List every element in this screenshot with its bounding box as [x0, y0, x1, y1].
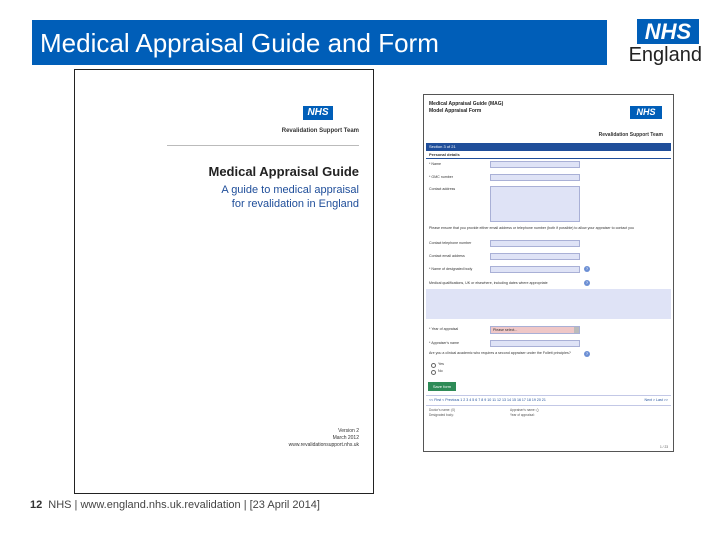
form-nav-divider: [426, 405, 671, 406]
form-bottom-left: [429, 408, 455, 417]
form-label-year: * Year of appraisal: [429, 327, 459, 331]
form-bottom-mid: [510, 408, 539, 417]
form-section-bar: Section 3 of 21: [426, 143, 671, 151]
form-next-last-links[interactable]: Next > Last >>: [644, 398, 668, 402]
guide-footer: [289, 428, 359, 449]
form-label-name: * Name: [429, 162, 441, 166]
form-appraiser-input[interactable]: [490, 340, 580, 347]
guide-version: Version 2: [338, 428, 359, 434]
form-gmc-input[interactable]: [490, 174, 580, 181]
form-title-line2: Model Appraisal Form: [429, 108, 482, 114]
form-year-select-value: Please select...: [493, 328, 518, 332]
form-doctor-name-label: Doctor's name: (0): [429, 408, 456, 412]
help-icon[interactable]: ?: [585, 351, 589, 356]
slide-page-number: 12: [30, 499, 43, 511]
guide-team-name: Revalidation Support Team: [281, 128, 359, 134]
form-year-select[interactable]: [490, 326, 580, 334]
form-label-email: Contact email address: [429, 254, 465, 258]
nhs-logo-mark: NHS: [637, 19, 699, 44]
form-appraiser-name-label: Appraiser's name: (): [510, 408, 539, 412]
guide-title: Medical Appraisal Guide: [208, 164, 359, 179]
form-contact-notice: Please ensure that you provide either email address or telephone number (both if possible) to allow your appraiser to contact you: [429, 226, 634, 230]
form-body-input[interactable]: [490, 266, 580, 273]
form-designated-body-label: Designated body:: [429, 412, 454, 417]
guide-subtitle-line1: A guide to medical appraisal: [221, 184, 359, 196]
slide-title: Medical Appraisal Guide and Form: [40, 28, 439, 58]
form-label-address: Contact address: [429, 187, 456, 191]
form-page-count: 1 / 23: [660, 445, 668, 449]
nhs-logo-region: England: [628, 44, 702, 66]
chevron-down-icon: [574, 327, 579, 333]
form-label-body: * Name of designated body: [429, 267, 473, 271]
form-email-input[interactable]: [490, 253, 580, 260]
form-phone-input[interactable]: [490, 240, 580, 247]
slide-footer-text: NHS | www.england.nhs.uk.revalidation | [23 April 2014]: [48, 499, 320, 511]
form-section-heading: Personal details: [426, 151, 671, 159]
form-title-line1: Medical Appraisal Guide (MAG): [429, 101, 504, 107]
slide-footer: [30, 499, 320, 511]
form-label-academic: Are you a clinical academic who requires a second appraiser under the Follett principles?: [429, 351, 571, 355]
nhs-england-logo: [620, 16, 702, 66]
form-label-phone: Contact telephone number: [429, 241, 472, 245]
guide-cover-thumbnail: [74, 69, 374, 494]
form-radio-no[interactable]: [431, 370, 436, 375]
guide-date: March 2012: [332, 435, 359, 441]
form-nav-divider: [426, 395, 671, 396]
form-nhs-logo: NHS: [630, 106, 662, 119]
form-team-name: Revalidation Support Team: [598, 132, 663, 138]
form-radio-no-label: No: [438, 369, 443, 373]
form-qualifications-input[interactable]: [426, 289, 671, 319]
form-year-label: Year of appraisal:: [510, 412, 535, 417]
guide-url: www.revalidationsupport.nhs.uk: [288, 442, 359, 448]
form-label-qualifications: Medical qualifications, UK or elsewhere, including dates where appropriate: [429, 281, 548, 285]
guide-divider: [167, 145, 359, 146]
guide-nhs-logo: NHS: [303, 106, 333, 120]
form-page-navigation[interactable]: << First < Previous 1 2 3 4 5 6 7 8 9 10 11 12 13 14 15 16 17 18 19 20 21: [429, 398, 546, 402]
guide-subtitle-line2: for revalidation in England: [231, 198, 359, 210]
form-address-input[interactable]: [490, 186, 580, 222]
form-radio-yes-label: Yes: [438, 362, 444, 366]
help-icon[interactable]: ?: [585, 266, 589, 271]
form-label-gmc: * GMC number: [429, 175, 453, 179]
form-radio-yes[interactable]: [431, 363, 436, 368]
form-name-input[interactable]: [490, 161, 580, 168]
form-save-button[interactable]: Save form: [428, 382, 456, 391]
form-label-appraiser: * Appraiser's name: [429, 341, 460, 345]
slide-title-bar: [32, 20, 607, 65]
form-thumbnail: [423, 94, 674, 452]
help-icon[interactable]: ?: [585, 280, 589, 285]
